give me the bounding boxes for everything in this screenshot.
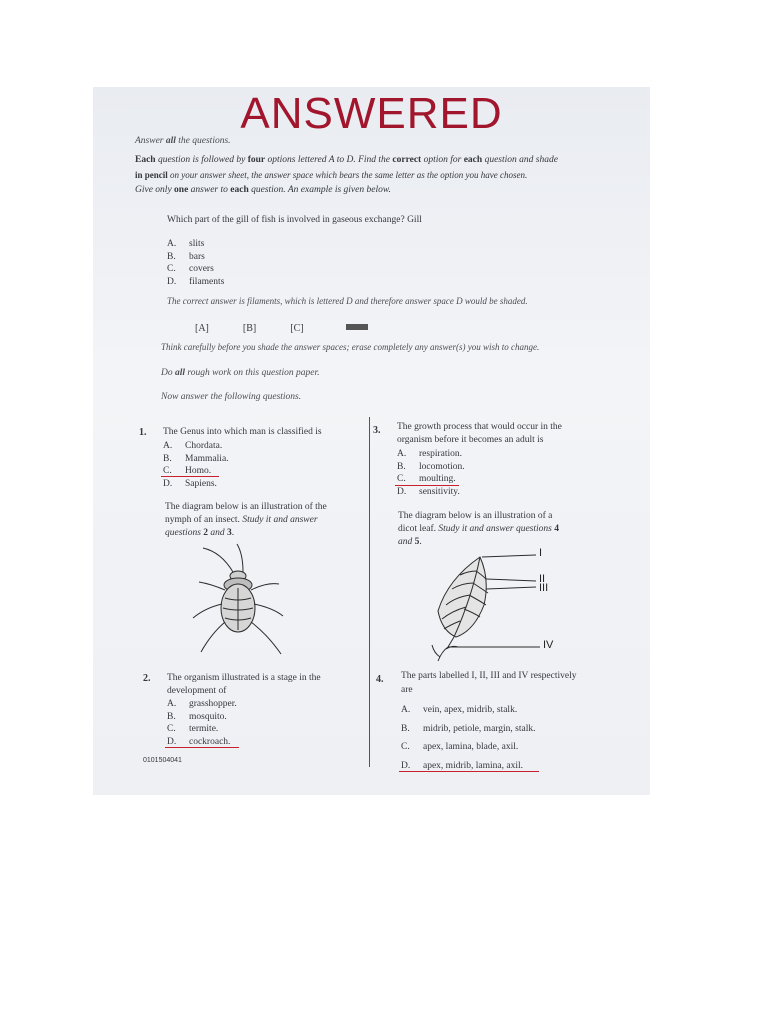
question-4-stem-line-2: are <box>401 685 413 695</box>
insect-intro-line-1: The diagram below is an illustration of the <box>165 502 327 512</box>
option-text: apex, lamina, blade, axil. <box>423 742 519 752</box>
question-1-stem: The Genus into which man is classified is <box>163 427 322 437</box>
question-3-stem-line-2: organism before it becomes an adult is <box>397 435 544 445</box>
leaf-label-iii: III <box>539 582 549 594</box>
q4-option-b <box>401 720 536 739</box>
q1-answer-underline <box>161 476 219 477</box>
option-letter: D. <box>397 486 407 497</box>
leaf-label-iv: IV <box>543 639 554 651</box>
leaf-intro-line-1: The diagram below is an illustration of a <box>398 511 553 521</box>
intro-italic: and <box>208 528 228 538</box>
option-text: mosquito. <box>189 711 227 722</box>
intro-text: . <box>231 528 235 538</box>
option-letter: C. <box>167 264 176 274</box>
insect-intro-line-3 <box>165 528 234 538</box>
intro-italic: Study it and answer questions <box>438 524 555 534</box>
answer-space-d-shaded <box>346 324 368 330</box>
instruction-text: question and shade <box>482 155 558 165</box>
cockroach-nymph-illustration <box>181 542 301 662</box>
dicot-leaf-illustration <box>428 549 548 667</box>
option-letter: A. <box>167 699 177 709</box>
option-letter: B. <box>397 461 406 472</box>
instruction-bold: one <box>174 185 189 195</box>
answer-space-row <box>195 318 368 336</box>
answered-stamp: ANSWERED <box>240 89 503 138</box>
q1-option-b <box>163 453 229 466</box>
question-3-stem-line-1: The growth process that would occur in the <box>397 422 562 432</box>
instruction-text: question is followed by <box>155 155 248 165</box>
answer-space-c: [C] <box>290 323 304 334</box>
q4-option-c <box>401 738 536 757</box>
instruction-bold: each <box>463 155 483 165</box>
option-text: grasshopper. <box>189 699 237 709</box>
option-letter: D. <box>163 478 173 489</box>
exam-paper-photo <box>93 87 650 795</box>
example-option-b <box>167 251 224 264</box>
option-text: Sapiens. <box>185 478 217 489</box>
instruction-bold: correct <box>392 155 422 165</box>
question-3-number: 3. <box>373 425 381 436</box>
example-option-d <box>167 276 224 289</box>
q3-option-d <box>397 486 465 499</box>
instruction-text: Give only <box>135 185 175 195</box>
column-divider <box>369 417 370 767</box>
leaf-label-i: I <box>539 547 543 559</box>
question-1-options <box>163 440 229 490</box>
instruction-text: rough work on this question paper. <box>185 368 320 378</box>
question-2-stem-line-1: The organism illustrated is a stage in the <box>167 673 321 683</box>
option-text: Homo. <box>185 466 212 476</box>
option-text: apex, midrib, lamina, axil. <box>423 760 523 771</box>
intro-text: dicot leaf. <box>398 524 439 534</box>
answer-space-a: [A] <box>195 323 209 334</box>
example-option-c <box>167 263 224 276</box>
instruction-bold: Each <box>135 155 156 165</box>
question-4-stem-line-1: The parts labelled I, II, III and IV respectively <box>401 671 577 681</box>
option-text: vein, apex, midrib, stalk. <box>423 705 518 715</box>
insect-intro-line-2 <box>165 515 318 525</box>
leaf-label-ii: II <box>539 573 546 585</box>
option-text: covers <box>189 264 214 274</box>
option-text: termite. <box>189 724 219 734</box>
instruction-text: the questions. <box>175 136 231 146</box>
option-letter: C. <box>163 466 172 476</box>
option-text: Mammalia. <box>185 453 229 464</box>
intro-bold: 2 <box>203 528 209 538</box>
instruction-bold: all <box>175 368 186 378</box>
q2-answer-underline <box>165 747 239 748</box>
q4-option-d <box>401 757 536 776</box>
instruction-text: option for <box>421 155 464 165</box>
option-text: filaments <box>189 276 225 287</box>
instruction-bold: each <box>230 185 249 195</box>
intro-italic: questions <box>165 528 204 538</box>
example-options <box>167 238 224 288</box>
option-text: locomotion. <box>419 461 465 472</box>
intro-italic: and <box>398 537 415 547</box>
instruction-bold: all <box>165 136 176 146</box>
q2-option-b <box>167 711 237 724</box>
q3-option-b <box>397 461 465 474</box>
instruction-bold: in pencil <box>135 170 168 180</box>
q4-option-a <box>401 701 536 720</box>
intro-bold: 4 <box>554 524 559 534</box>
example-question: Which part of the gill of fish is involved in gaseous exchange? Gill <box>167 215 422 225</box>
instruction-bold: four <box>247 155 266 165</box>
instruction-text: on your answer sheet, the answer space which bears the same letter as the option you have chosen. <box>167 170 528 180</box>
option-letter: C. <box>397 474 406 484</box>
question-3-options <box>397 448 465 498</box>
q2-option-a <box>167 698 237 711</box>
leaf-intro-line-2 <box>398 524 559 534</box>
option-text: Chordata. <box>185 441 223 451</box>
instruction-text: Answer <box>135 136 166 146</box>
option-letter: D. <box>401 760 411 771</box>
option-letter: A. <box>401 705 411 715</box>
option-text: slits <box>189 239 205 249</box>
option-letter: B. <box>167 711 176 722</box>
option-letter: A. <box>163 441 173 451</box>
q4-answer-underline <box>399 771 539 772</box>
intro-bold: 5 <box>414 537 420 547</box>
option-letter: D. <box>167 276 177 287</box>
question-2-number: 2. <box>143 673 151 684</box>
question-2-stem-line-2: development of <box>167 686 227 696</box>
intro-italic: Study it and answer <box>242 515 318 525</box>
question-4-number: 4. <box>376 674 384 685</box>
option-text: cockroach. <box>189 736 231 747</box>
option-letter: C. <box>167 724 176 734</box>
option-text: sensitivity. <box>419 486 460 497</box>
option-letter: B. <box>167 251 176 262</box>
instruction-line-2 <box>135 153 558 168</box>
now-answer-instruction: Now answer the following questions. <box>161 392 302 402</box>
option-text: bars <box>189 251 205 262</box>
think-instruction: Think carefully before you shade the answer spaces; erase completely any answer(s) you wish to change. <box>161 342 540 352</box>
q2-option-c <box>167 723 237 736</box>
q1-option-a <box>163 440 229 453</box>
instruction-line-1 <box>135 136 231 146</box>
example-explanation: The correct answer is filaments, which is lettered D and therefore answer space D would be shaded. <box>167 296 528 306</box>
option-letter: A. <box>397 449 407 459</box>
paper-code: 0101504041 <box>143 757 182 764</box>
question-1-number: 1. <box>139 427 147 438</box>
instruction-line-4 <box>135 183 391 198</box>
option-letter: D. <box>167 736 177 747</box>
q3-option-a <box>397 448 465 461</box>
option-letter: B. <box>163 453 172 464</box>
instruction-text: Do <box>161 368 175 378</box>
question-2-options <box>167 698 237 748</box>
instruction-text: options lettered A to D. Find the <box>265 155 393 165</box>
intro-text: . <box>419 537 422 547</box>
option-text: midrib, petiole, margin, stalk. <box>423 723 536 734</box>
q3-option-c <box>397 473 465 486</box>
intro-text: nymph of an insect. <box>165 515 243 525</box>
option-text: moulting. <box>419 474 456 484</box>
option-text: respiration. <box>419 449 463 459</box>
option-letter: B. <box>401 723 410 734</box>
rough-work-instruction <box>161 368 320 378</box>
example-option-a <box>167 238 224 251</box>
q3-answer-underline <box>395 485 459 486</box>
answer-space-b: [B] <box>242 323 257 334</box>
instruction-text: question. An example is given below. <box>248 185 391 195</box>
intro-bold: 3 <box>227 528 232 538</box>
instruction-text: answer to <box>188 185 231 195</box>
option-letter: C. <box>401 742 410 752</box>
q1-option-d <box>163 478 229 491</box>
leaf-intro-line-3 <box>398 537 422 547</box>
question-4-options <box>401 701 536 775</box>
option-letter: A. <box>167 239 177 249</box>
instruction-line-3 <box>135 168 527 183</box>
